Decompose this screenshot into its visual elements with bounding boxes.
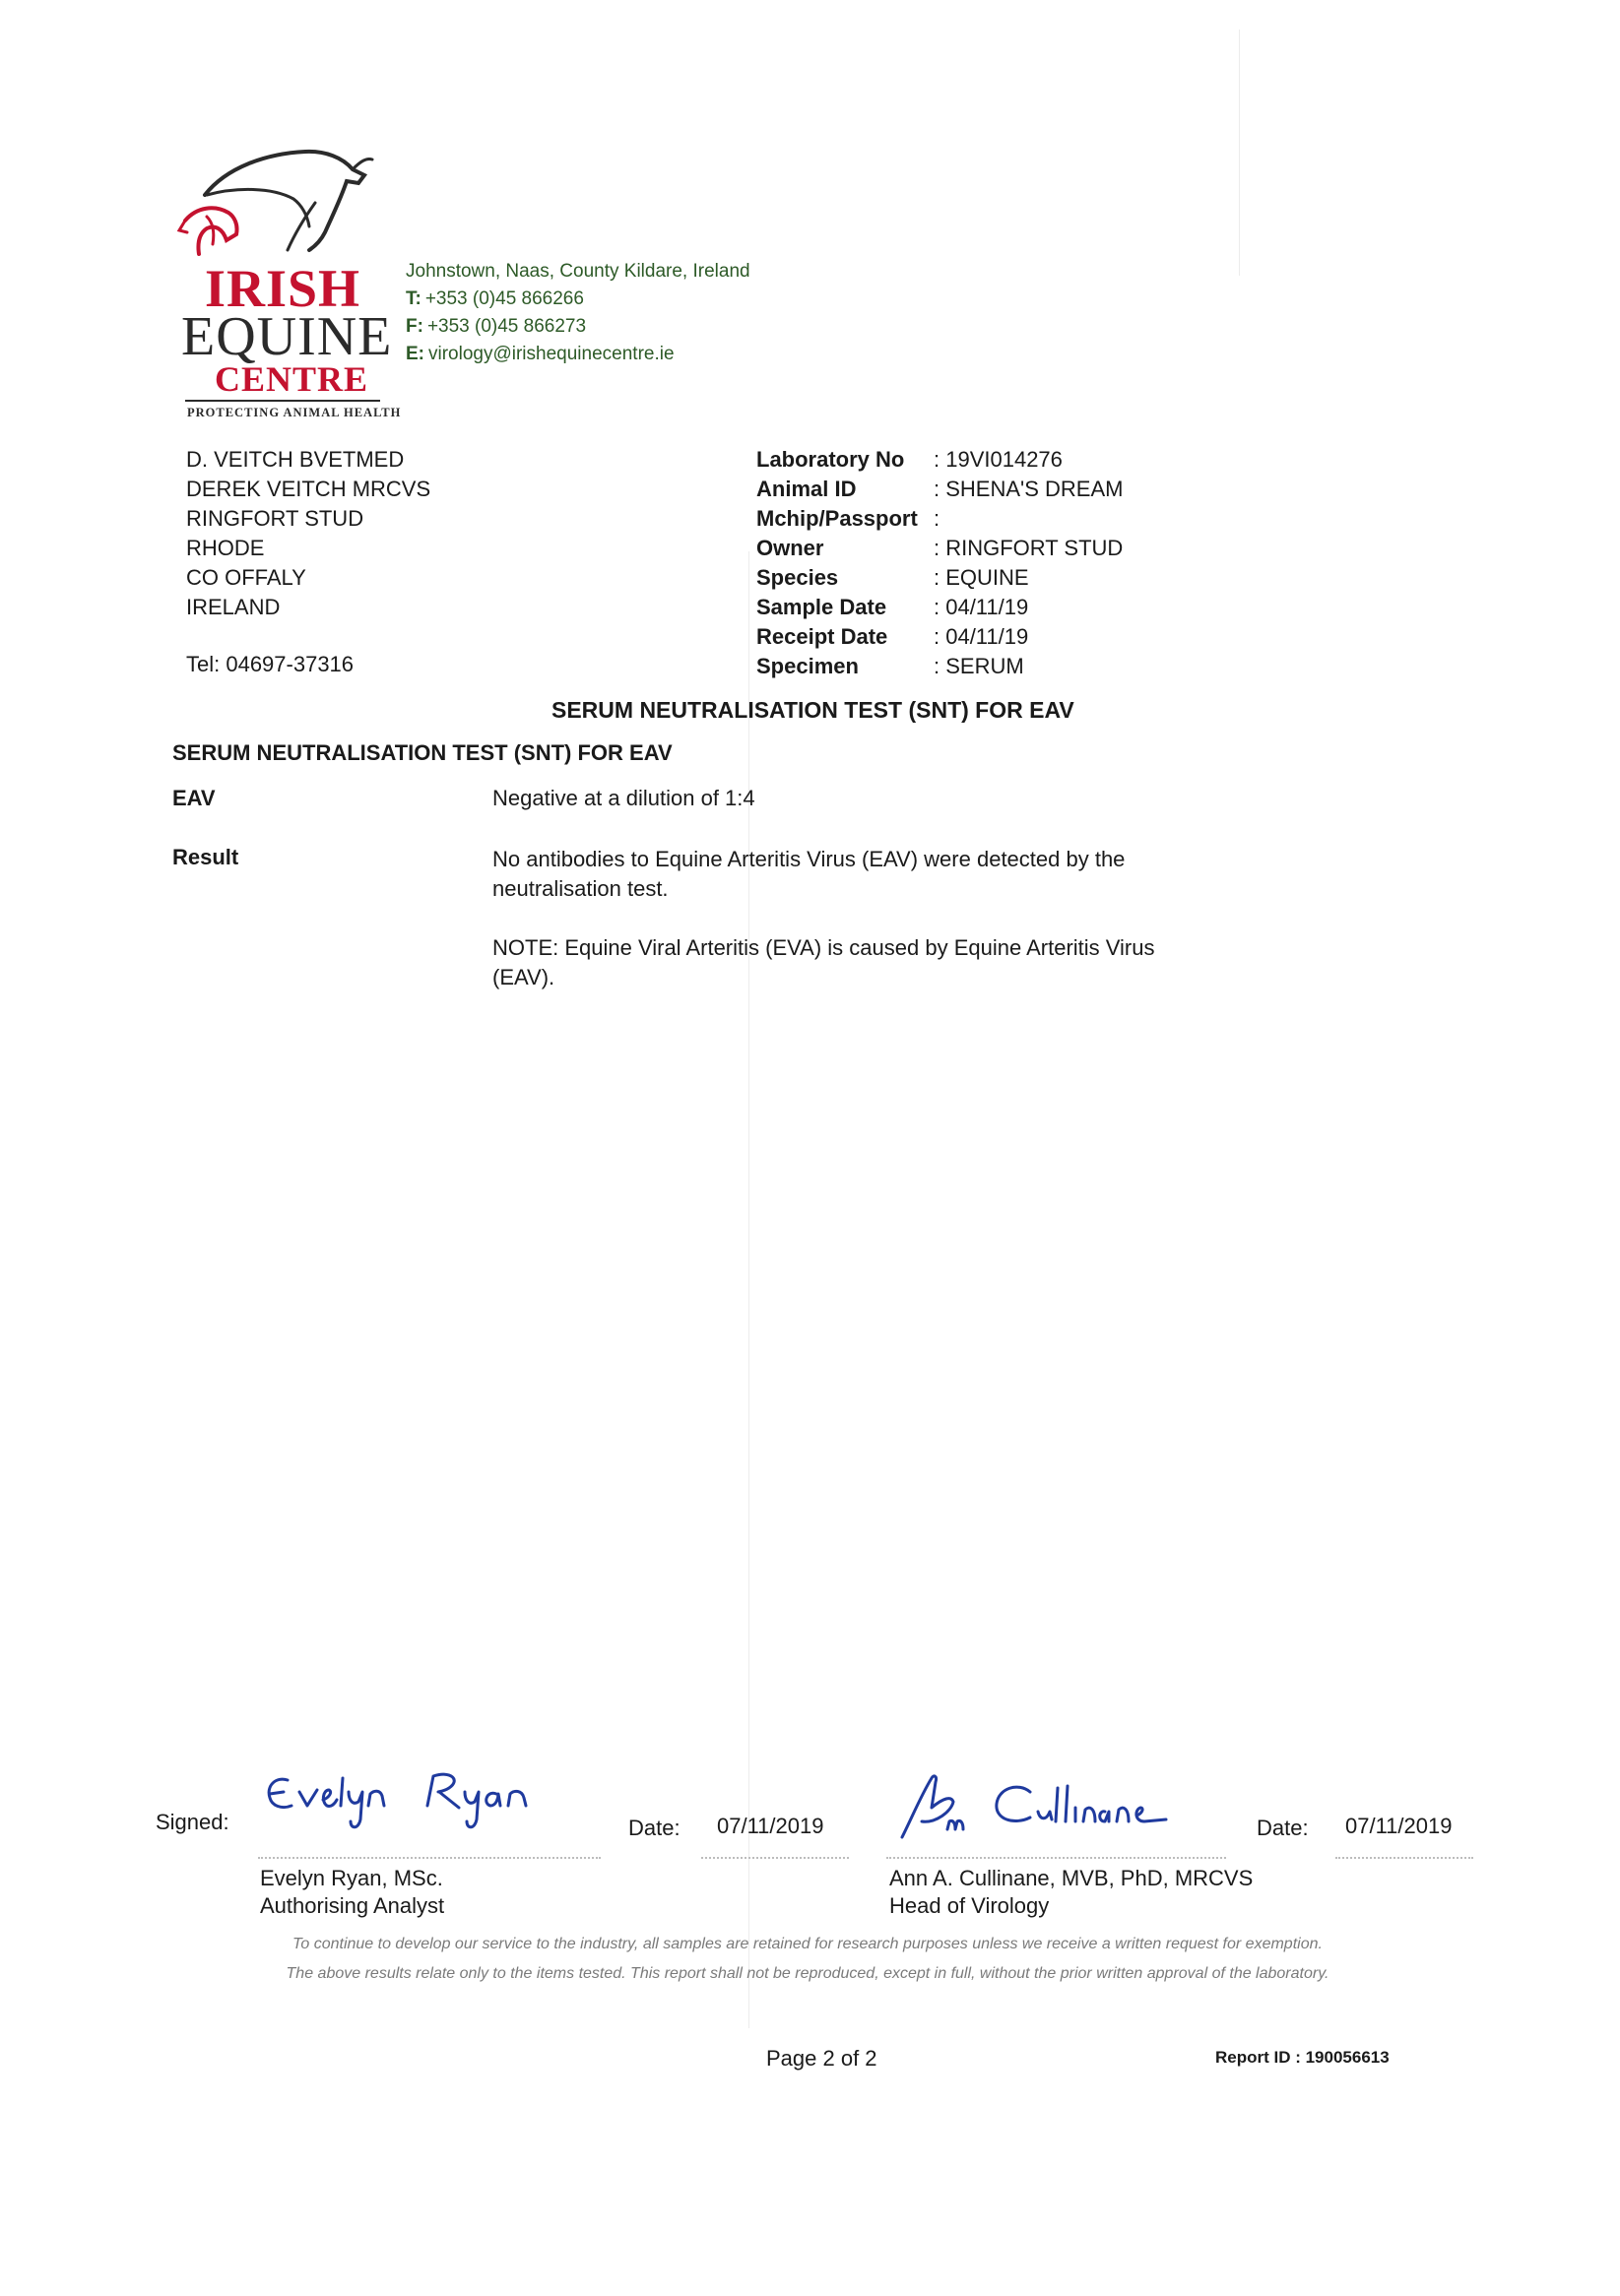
signature-date: 07/11/2019 xyxy=(717,1814,824,1838)
signer-right xyxy=(889,1865,1253,1920)
address-line: D. VEITCH BVETMED xyxy=(186,447,405,472)
result-note: NOTE: Equine Viral Arteritis (EVA) is caused by Equine Arteritis Virus (EAV). xyxy=(492,935,1155,989)
sample-details xyxy=(756,445,1123,681)
detail-label: Mchip/Passport xyxy=(756,506,918,531)
scan-artifact-line xyxy=(748,551,749,2028)
test-section-heading: SERUM NEUTRALISATION TEST (SNT) FOR EAV xyxy=(172,740,673,765)
contact-phone: T: +353 (0)45 866266 xyxy=(406,288,584,309)
logo-text-equine: EQUINE xyxy=(181,306,393,367)
signed-label: Signed: xyxy=(156,1810,229,1834)
detail-row xyxy=(756,593,1123,622)
signer-name: Evelyn Ryan, MSc. xyxy=(260,1866,443,1890)
disclaimer-line: The above results relate only to the items tested. This report shall not be reproduced, except in full, without the prior written approval of the laboratory. xyxy=(286,1965,1329,1982)
detail-row xyxy=(756,563,1123,593)
signature-line xyxy=(886,1857,1226,1859)
detail-value: : SHENA'S DREAM xyxy=(934,477,1124,501)
eav-label: EAV xyxy=(172,786,216,810)
signer-left xyxy=(260,1865,444,1920)
recipient-tel: Tel: 04697-37316 xyxy=(186,652,355,676)
report-id: Report ID : 190056613 xyxy=(1215,2048,1390,2067)
eav-value: Negative at a dilution of 1:4 xyxy=(492,786,755,810)
date-line xyxy=(701,1857,849,1859)
detail-label: Species xyxy=(756,565,839,590)
date-label: Date: xyxy=(1257,1816,1309,1840)
detail-value: : RINGFORT STUD xyxy=(934,536,1124,560)
detail-row xyxy=(756,504,1123,534)
signer-name: Ann A. Cullinane, MVB, PhD, MRCVS xyxy=(889,1866,1254,1890)
detail-value: : xyxy=(934,506,940,531)
detail-row xyxy=(756,445,1123,475)
signer-role: Authorising Analyst xyxy=(260,1893,445,1918)
contact-block xyxy=(406,258,750,368)
contact-address: Johnstown, Naas, County Kildare, Ireland xyxy=(406,261,750,282)
detail-label: Laboratory No xyxy=(756,447,905,472)
address-line: RINGFORT STUD xyxy=(186,506,364,531)
signature-evelyn-ryan xyxy=(258,1758,544,1837)
disclaimer-line: To continue to develop our service to the industry, all samples are retained for research purposes unless we receive a written request for exemption. xyxy=(292,1936,1323,1952)
detail-row xyxy=(756,652,1123,681)
signature-date: 07/11/2019 xyxy=(1345,1814,1453,1838)
detail-label: Owner xyxy=(756,536,824,560)
result-label: Result xyxy=(172,845,239,869)
contact-fax: F: +353 (0)45 866273 xyxy=(406,316,587,337)
detail-label: Animal ID xyxy=(756,477,857,501)
detail-label: Specimen xyxy=(756,654,859,678)
signature-ann-cullinane xyxy=(892,1768,1188,1847)
test-title-centered: SERUM NEUTRALISATION TEST (SNT) FOR EAV xyxy=(551,697,1074,723)
detail-label: Sample Date xyxy=(756,595,887,619)
result-value: No antibodies to Equine Arteritis Virus (EAV) were detected by the neutralisation test. xyxy=(492,847,1126,901)
address-line: RHODE xyxy=(186,536,265,560)
date-line xyxy=(1335,1857,1473,1859)
horse-logo-icon xyxy=(177,148,384,266)
contact-email: E: virology@irishequinecentre.ie xyxy=(406,344,675,364)
logo-text-irish: IRISH xyxy=(205,259,361,318)
detail-row xyxy=(756,475,1123,504)
logo-tagline: PROTECTING ANIMAL HEALTH xyxy=(187,406,402,419)
address-line: IRELAND xyxy=(186,595,281,619)
scan-artifact-line xyxy=(1239,30,1240,276)
signature-line xyxy=(258,1857,601,1859)
logo-divider xyxy=(185,400,380,402)
date-label: Date: xyxy=(628,1816,680,1840)
detail-value: : SERUM xyxy=(934,654,1024,678)
detail-label: Receipt Date xyxy=(756,624,888,649)
page-number: Page 2 of 2 xyxy=(766,2046,877,2071)
detail-value: : 19VI014276 xyxy=(934,447,1063,472)
detail-row xyxy=(756,534,1123,563)
address-line: CO OFFALY xyxy=(186,565,306,590)
recipient-address xyxy=(186,445,430,622)
detail-value: : 04/11/19 xyxy=(934,624,1029,649)
irish-equine-centre-logo xyxy=(177,148,402,423)
address-line: DEREK VEITCH MRCVS xyxy=(186,477,431,501)
detail-value: : EQUINE xyxy=(934,565,1029,590)
signer-role: Head of Virology xyxy=(889,1893,1050,1918)
disclaimer xyxy=(158,1930,1458,1989)
logo-text-centre: CENTRE xyxy=(215,359,369,399)
detail-row xyxy=(756,622,1123,652)
detail-value: : 04/11/19 xyxy=(934,595,1029,619)
